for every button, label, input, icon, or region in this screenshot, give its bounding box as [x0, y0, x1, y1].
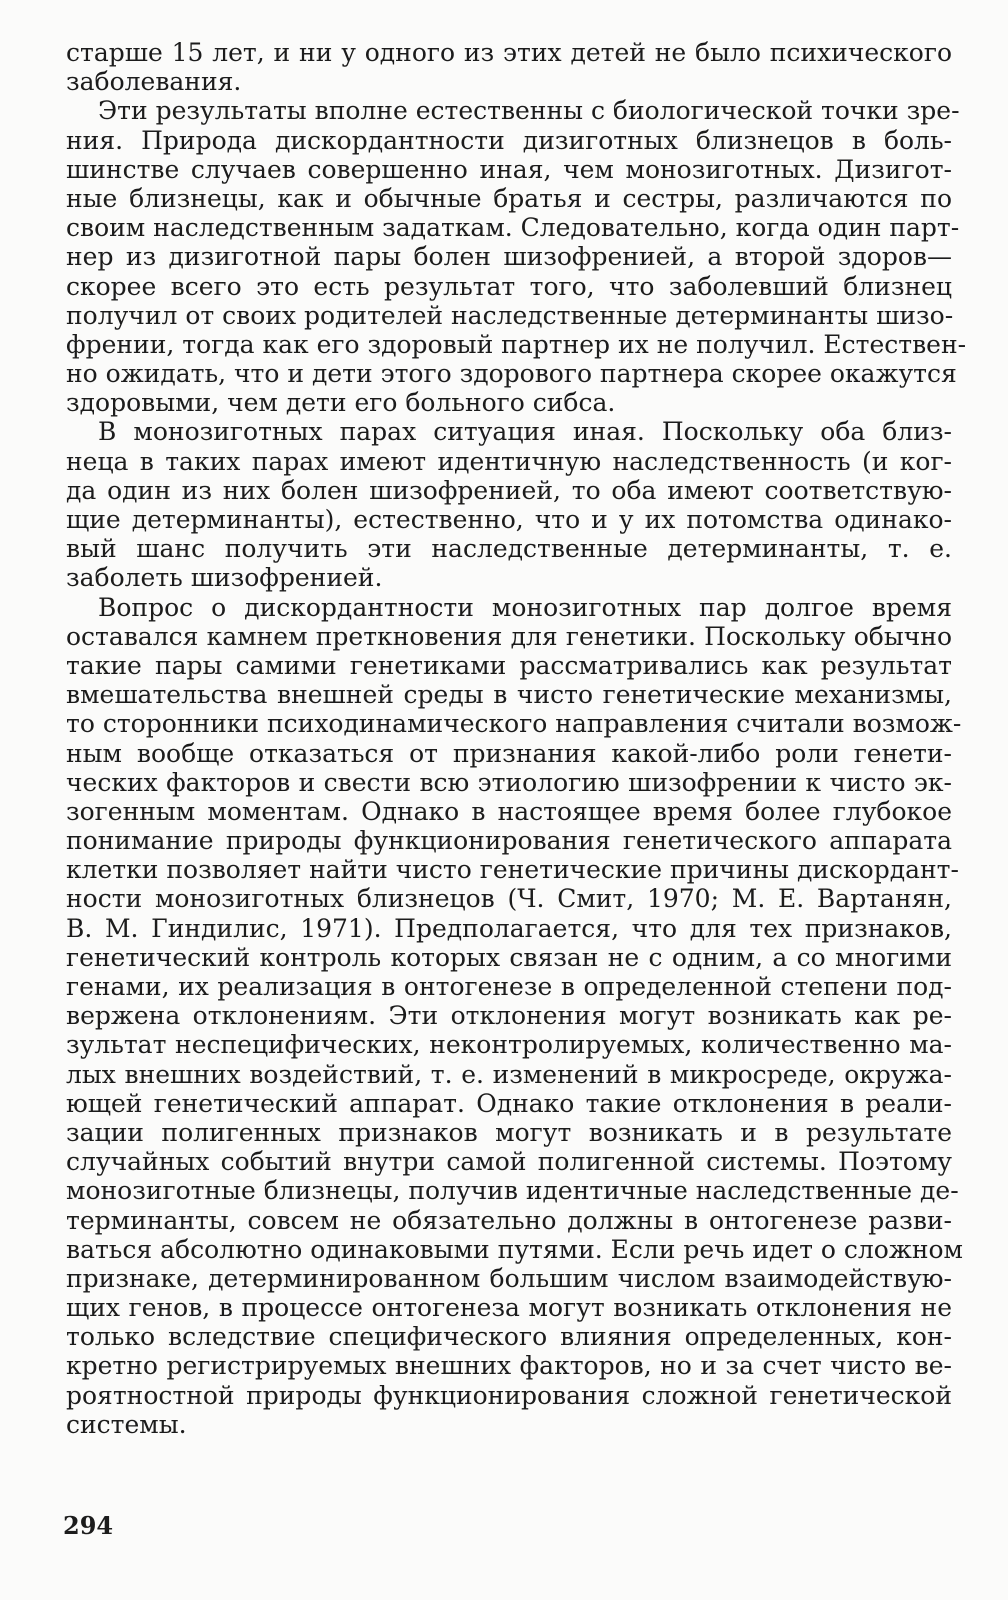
text-line: своим наследственным задаткам. Следовательно, когда один парт- — [66, 213, 960, 243]
text-line: кретно регистрируемых внешних факторов, но и за счет чисто ве- — [66, 1351, 952, 1381]
text-line: генетический контроль которых связан не с одним, а со многими — [66, 942, 952, 972]
text-line: только вследствие специфического влияния определенных, кон- — [66, 1322, 952, 1352]
text-line: генами, их реализация в онтогенезе в определенной степени под- — [66, 972, 952, 1001]
text-line: но ожидать, что и дети этого здорового партнера скорее окажутся — [66, 359, 957, 389]
text-line: ющей генетический аппарат. Однако такие отклонения в реали- — [66, 1088, 952, 1118]
text-line: терминанты, совсем не обязательно должны в онтогенезе разви- — [66, 1205, 952, 1235]
text-line: случайных событий внутри самой полигенной системы. Поэтому — [66, 1147, 952, 1177]
text-line: неца в таких парах имеют идентичную наследственность (и ког- — [66, 446, 952, 476]
text-line: роятностной природы функционирования сложной генетической — [66, 1380, 952, 1410]
text-line: ваться абсолютно одинаковыми путями. Если речь идет о сложном — [66, 1234, 963, 1264]
text-line: В. М. Гиндилис, 1971). Предполагается, что для тех признаков, — [66, 913, 952, 943]
text-line: зультат неспецифических, неконтролируемых, количественно ма- — [66, 1030, 952, 1060]
page-number: 294 — [63, 1511, 114, 1540]
text-line: скорее всего это есть результат того, что заболевший близнец — [66, 271, 952, 301]
text-line: монозиготные близнецы, получив идентичные наследственные де- — [66, 1176, 959, 1206]
text-line: ния. Природа дискордантности дизиготных близнецов в боль- — [66, 125, 952, 155]
text-line: получил от своих родителей наследственные детерминанты шизо- — [66, 300, 954, 330]
body-text — [66, 38, 967, 1439]
text-line: ческих факторов и свести всю этиологию шизофрении к чисто эк- — [66, 767, 952, 797]
text-line: клетки позволяет найти чисто генетические причины дискордант- — [66, 855, 959, 885]
text-line: френии, тогда как его здоровый партнер их не получил. Естествен- — [66, 329, 967, 359]
text-line: Эти результаты вполне естественны с биологической точки зре- — [98, 96, 960, 126]
text-line: системы. — [66, 1409, 187, 1439]
text-line: да один из них болен шизофренией, то оба имеют соответствую- — [66, 475, 952, 505]
text-line: В монозиготных парах ситуация иная. Поскольку оба близ- — [98, 417, 952, 447]
text-line: шинстве случаев совершенно иная, чем монозиготных. Дизигот- — [66, 154, 952, 184]
text-line: щие детерминанты), естественно, что и у их потомства одинако- — [66, 505, 952, 534]
text-line: понимание природы функционирования генетического аппарата — [66, 826, 952, 856]
text-line: заболевания. — [66, 67, 242, 97]
text-line: оставался камнем преткновения для генетики. Поскольку обычно — [66, 621, 952, 651]
text-line: ности монозиготных близнецов (Ч. Смит, 1970; М. Е. Вартанян, — [66, 884, 952, 914]
text-line: признаке, детерминированном большим числом взаимодействую- — [66, 1263, 952, 1293]
text-line: нер из дизиготной пары болен шизофренией, а второй здоров— — [66, 242, 952, 272]
text-line: вмешательства внешней среды в чисто генетические механизмы, — [66, 680, 952, 710]
text-line: такие пары самими генетиками рассматривались как результат — [66, 650, 952, 680]
text-line: заболеть шизофренией. — [66, 563, 383, 593]
text-line: вержена отклонениям. Эти отклонения могут возникать как ре- — [66, 1001, 952, 1031]
text-line: щих генов, в процессе онтогенеза могут возникать отклонения не — [66, 1293, 952, 1323]
text-line: ные близнецы, как и обычные братья и сестры, различаются по — [66, 183, 952, 213]
text-line: зогенным моментам. Однако в настоящее время более глубокое — [66, 796, 952, 826]
text-line: ным вообще отказаться от признания какой-либо роли генети- — [66, 738, 952, 768]
text-line: зации полигенных признаков могут возникать и в результате — [66, 1117, 952, 1147]
text-line: здоровыми, чем дети его больного сибса. — [66, 388, 616, 418]
text-line: то сторонники психодинамического направления считали возмож- — [66, 709, 962, 739]
text-line: лых внешних воздействий, т. е. изменений в микросреде, окружа- — [66, 1059, 952, 1089]
text-line: Вопрос о дискордантности монозиготных пар долгое время — [98, 592, 952, 622]
text-line: старше 15 лет, и ни у одного из этих детей не было психического — [66, 38, 952, 67]
text-line: вый шанс получить эти наследственные детерминанты, т. е. — [66, 534, 952, 564]
